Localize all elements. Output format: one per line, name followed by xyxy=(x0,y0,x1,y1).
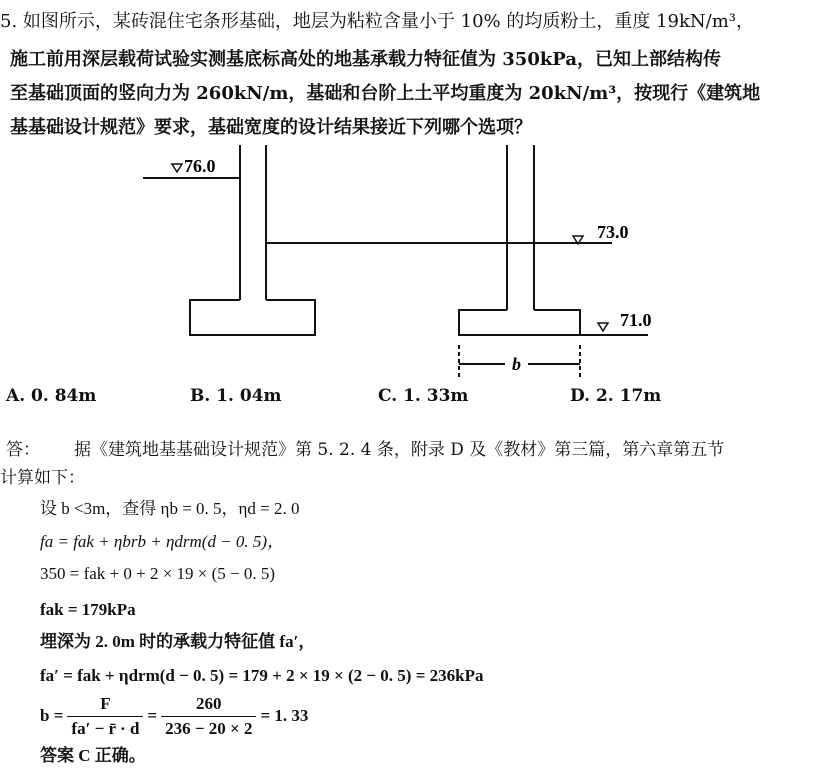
question-line-1: 5. 如图所示，某砖混住宅条形基础，地层为粘粒含量小于 10% 的均质粉土，重度 19kN/m³， xyxy=(0,11,754,32)
calc-step-2: fa = fak + ηbrb + ηdrm(d − 0. 5)， xyxy=(40,532,285,551)
calc-step-5: 埋深为 2. 0m 时的承载力特征值 fa′， xyxy=(40,632,316,651)
fraction-2-numerator: 260 xyxy=(161,692,256,717)
fraction-1-denominator: fa′ − r̄ · d xyxy=(71,718,140,738)
width-label-b: b xyxy=(512,354,521,374)
option-c: C. 1. 33m xyxy=(378,386,469,406)
calc-step-7-lhs: b = xyxy=(40,706,64,725)
left-footing xyxy=(190,300,315,335)
question-line-4: 基基础设计规范》要求，基础宽度的设计结果接近下列哪个选项？ xyxy=(10,117,532,138)
question-line-3: 至基础顶面的竖向力为 260kN/m，基础和台阶上土平均重度为 20kN/m³，按现行《建筑地 xyxy=(10,83,761,104)
foundation-diagram xyxy=(0,140,820,385)
elevation-label-73: 73.0 xyxy=(597,222,629,242)
answer-line-2: 计算如下： xyxy=(0,468,85,488)
calc-step-4: fak = 179kPa xyxy=(40,600,136,619)
fraction-1 xyxy=(67,692,143,741)
elevation-label-76: 76.0 xyxy=(184,156,216,176)
elevation-marker-76-icon xyxy=(172,164,182,172)
option-a: A. 0. 84m xyxy=(6,386,97,406)
calc-step-6: fa′ = fak + ηdrm(d − 0. 5) = 179 + 2 × 19 × (2 − 0. 5) = 236kPa xyxy=(40,666,484,685)
fraction-2 xyxy=(161,692,256,741)
calc-step-7 xyxy=(40,692,308,740)
fraction-2-denominator: 236 − 20 × 2 xyxy=(165,718,253,738)
answer-line-1: 据《建筑地基基础设计规范》第 5. 2. 4 条，附录 D 及《教材》第三篇，第六章第五节 xyxy=(74,440,725,460)
right-footing xyxy=(459,310,580,335)
calc-step-7-result: = 1. 33 xyxy=(260,706,309,725)
elevation-marker-71-icon xyxy=(598,323,608,331)
elevation-label-71: 71.0 xyxy=(620,310,652,330)
question-line-2: 施工前用深层载荷试验实测基底标高处的地基承载力特征值为 350kPa，已知上部结构传 xyxy=(10,49,722,70)
option-d: D. 2. 17m xyxy=(570,386,662,406)
calc-step-1: 设 b <3m，查得 ηb = 0. 5，ηd = 2. 0 xyxy=(40,499,300,518)
answer-conclusion: 答案 C 正确。 xyxy=(40,746,146,765)
fraction-1-numerator: F xyxy=(67,692,143,717)
calc-step-7-equals: = xyxy=(147,706,158,725)
option-b: B. 1. 04m xyxy=(190,386,282,406)
calc-step-3: 350 = fak + 0 + 2 × 19 × (5 − 0. 5) xyxy=(40,564,276,583)
answer-label: 答： xyxy=(6,440,40,460)
